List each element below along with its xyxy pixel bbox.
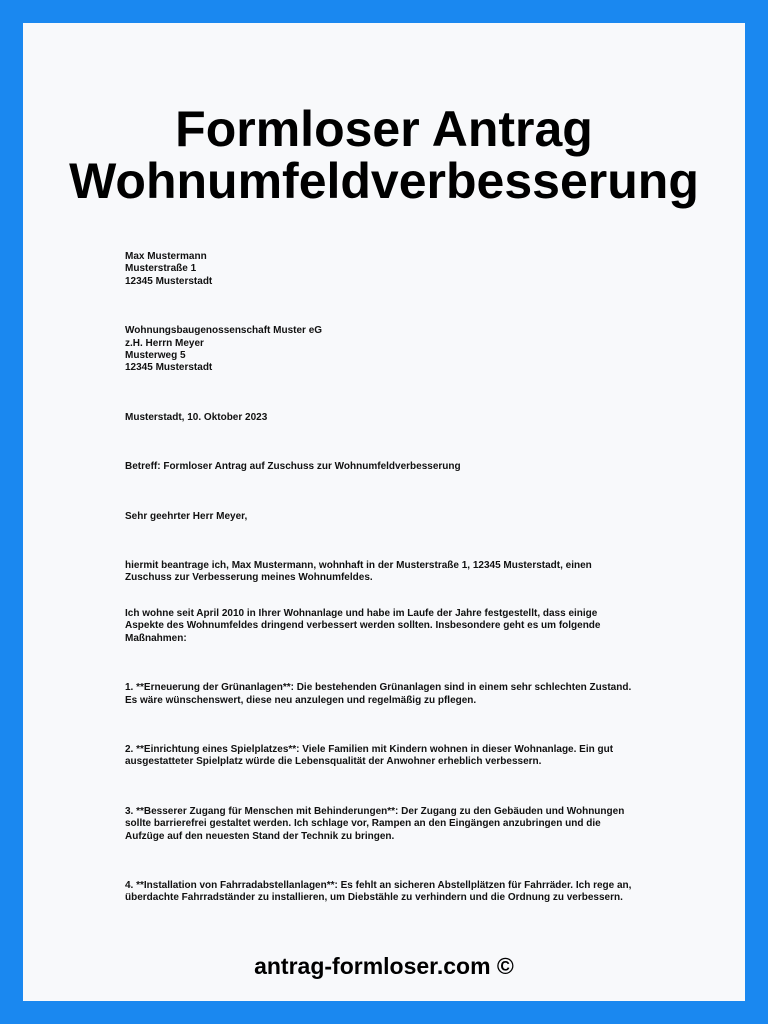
footer-watermark: antrag-formloser.com © [254, 953, 514, 979]
salutation: Sehr geehrter Herr Meyer, [125, 510, 248, 522]
measure-item: 1. **Erneuerung der Grünanlagen**: Die bestehenden Grünanlagen sind in einem sehr schlechten Zustand. Es wäre wünschenswert, diese neu anzulegen und regelmäßig zu pflegen. [125, 682, 632, 706]
letter-body [125, 251, 635, 905]
paragraph-context: Ich wohne seit April 2010 in Ihrer Wohnanlage und habe im Laufe der Jahre festgestellt, dass einige Aspekte des Wohnumfeldes dringend verbessert werden sollten. Insbesondere geht es um folgende Maßnahmen: [125, 607, 601, 644]
sender-city: 12345 Musterstadt [125, 275, 213, 287]
date-line: Musterstadt, 10. Oktober 2023 [125, 411, 268, 423]
paragraph-intro: hiermit beantrage ich, Max Mustermann, wohnhaft in der Musterstraße 1, 12345 Musterstadt, einen Zuschuss zur Verbesserung meines Wohnumfeldes. [125, 560, 592, 584]
title-line-1: Formloser Antrag [175, 101, 593, 157]
recipient-attn: z.H. Herrn Meyer [125, 337, 204, 349]
document-title [23, 103, 745, 207]
recipient-city: 12345 Musterstadt [125, 362, 213, 374]
sender-name: Max Mustermann [125, 251, 207, 262]
sender-address [125, 251, 635, 288]
sender-street: Musterstraße 1 [125, 263, 197, 275]
measure-item: 4. **Installation von Fahrradabstellanlagen**: Es fehlt an sicheren Abstellplätzen für Fahrräder. Ich rege an, überdachte Fahrradständer zu installieren, um Diebstähle zu verhindern und die Ordnung zu verbessern. [125, 879, 632, 904]
title-line-2: Wohnumfeldverbesserung [69, 153, 699, 209]
recipient-street: Musterweg 5 [125, 350, 186, 362]
subject-line: Betreff: Formloser Antrag auf Zuschuss zur Wohnumfeldverbesserung [125, 461, 461, 473]
recipient-org: Wohnungsbaugenossenschaft Muster eG [125, 325, 323, 337]
measure-item: 2. **Einrichtung eines Spielplatzes**: Viele Familien mit Kindern wohnen in dieser Wohnanlage. Ein gut ausgestatteter Spielplatz würde die Lebensqualität der Anwohner erheblich verbessern. [125, 743, 614, 768]
document-page [23, 23, 745, 1001]
measure-item: 3. **Besserer Zugang für Menschen mit Behinderungen**: Der Zugang zu den Gebäuden und Wohnungen sollte barrierefrei gestaltet werden. Ich schlage vor, Rampen an den Eingängen anzubringen und die Aufzüge auf den neuesten Stand der Technik zu bringen. [125, 805, 625, 842]
recipient-address [125, 325, 635, 375]
